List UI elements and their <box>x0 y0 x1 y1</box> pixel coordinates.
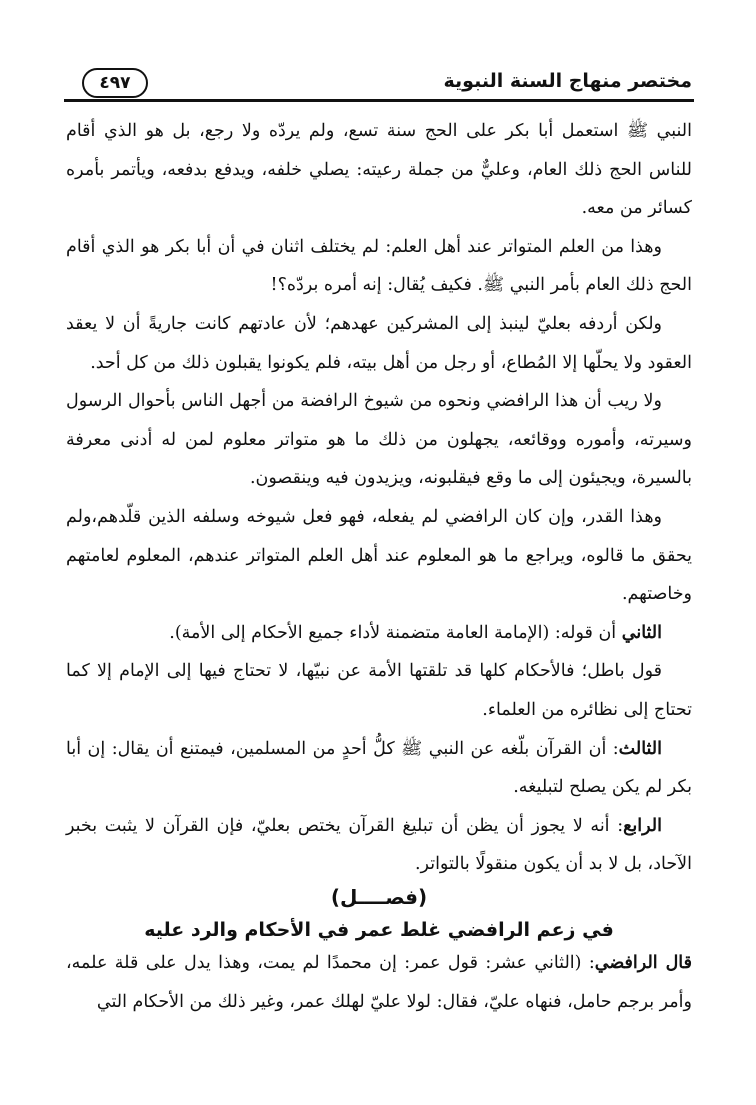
section-title: في زعم الرافضي غلط عمر في الأحكام والرد عليه <box>144 919 614 941</box>
paragraph-lead: قال الرافضي <box>594 953 692 973</box>
paragraph: وهذا من العلم المتواتر عند أهل العلم: لم يختلف اثنان في أن أبا بكر هو الذي أقام الحج ذلك العام بأمر النبي ﷺ. فكيف يُقال: إنه أمره بردّه؟! <box>66 236 692 296</box>
paragraph-lead: الثاني <box>621 622 662 643</box>
paragraph: ولا ريب أن هذا الرافضي ونحوه من شيوخ الرافضة من أجهل الناس بأحوال الرسول وسيرته، وأموره ووقائعه، يجهلون من ذلك ما هو متواتر معلوم لمن له أدنى معرفة بالسيرة، ويجيئون إلى ما وقع فيقلبونه، ويزيدون فيه وينقصون. <box>66 391 692 489</box>
paragraph-lead: الثالث <box>618 738 662 759</box>
paragraph: قول باطل؛ فالأحكام كلها قد تلقتها الأمة عن نبيّها، لا تحتاج فيها إلى الإمام إلا كما تحتاج إلى نظائره من العلماء. <box>66 661 692 720</box>
paragraph: النبي ﷺ استعمل أبا بكر على الحج سنة تسع، ولم يردّه ولا رجع، بل هو الذي أقام للناس الحج ذلك العام، وعليٌّ من جملة رعيته: يصلي خلفه، ويدفع بدفعه، ويأتمر بأمره كسائر من معه. <box>66 121 692 219</box>
section-text <box>66 944 692 1021</box>
section-heading <box>66 880 692 946</box>
page-number: ٤٩٧ <box>82 68 148 98</box>
header-rule <box>64 99 694 102</box>
running-title: مختصر منهاج السنة النبوية <box>443 70 692 92</box>
paragraph: الثاني أن قوله: (الإمامة العامة متضمنة لأداء جميع الأحكام إلى الأمة). <box>169 622 662 643</box>
paragraph: ولكن أردفه بعليّ لينبذ إلى المشركين عهدهم؛ لأن عادتهم كانت جاريةً أن لا يعقد العقود ولا يحلّها إلا المُطاع، أو رجل من أهل بيته، فلم يكونوا يقبلون ذلك من كل أحد. <box>66 313 692 373</box>
paragraph-lead: الرابع <box>623 815 662 836</box>
paragraph: الثالث: أن القرآن بلّغه عن النبي ﷺ كلُّ أحدٍ من المسلمين، فيمتنع أن يقال: إن أبا بكر لم يكن يصلح لتبليغه. <box>66 738 692 798</box>
paragraph: الرابع: أنه لا يجوز أن يظن أن تبليغ القرآن يختص بعليّ، فإن القرآن لا يثبت بخبر الآحاد، بل لا بد أن يكون منقولًا بالتواتر. <box>66 815 692 875</box>
paragraph: قال الرافضي: (الثاني عشر: قول عمر: إن محمدًا لم يمت، وهذا يدل على قلة علمه، وأمر برجم حامل، فنهاه عليّ، فقال: لولا عليّ لهلك عمر، وغير ذلك من الأحكام التي <box>66 953 692 1012</box>
main-text <box>66 112 692 884</box>
section-mark: (فصــــل) <box>330 885 428 909</box>
page-header <box>68 66 692 100</box>
paragraph: وهذا القدر، وإن كان الرافضي لم يفعله، فهو فعل شيوخه وسلفه الذين قلّدهم،ولم يحقق ما قالوه، ويراجع ما هو المعلوم عند أهل العلم المتواتر عندهم، المعلوم لعامتهم وخاصتهم. <box>66 506 692 605</box>
